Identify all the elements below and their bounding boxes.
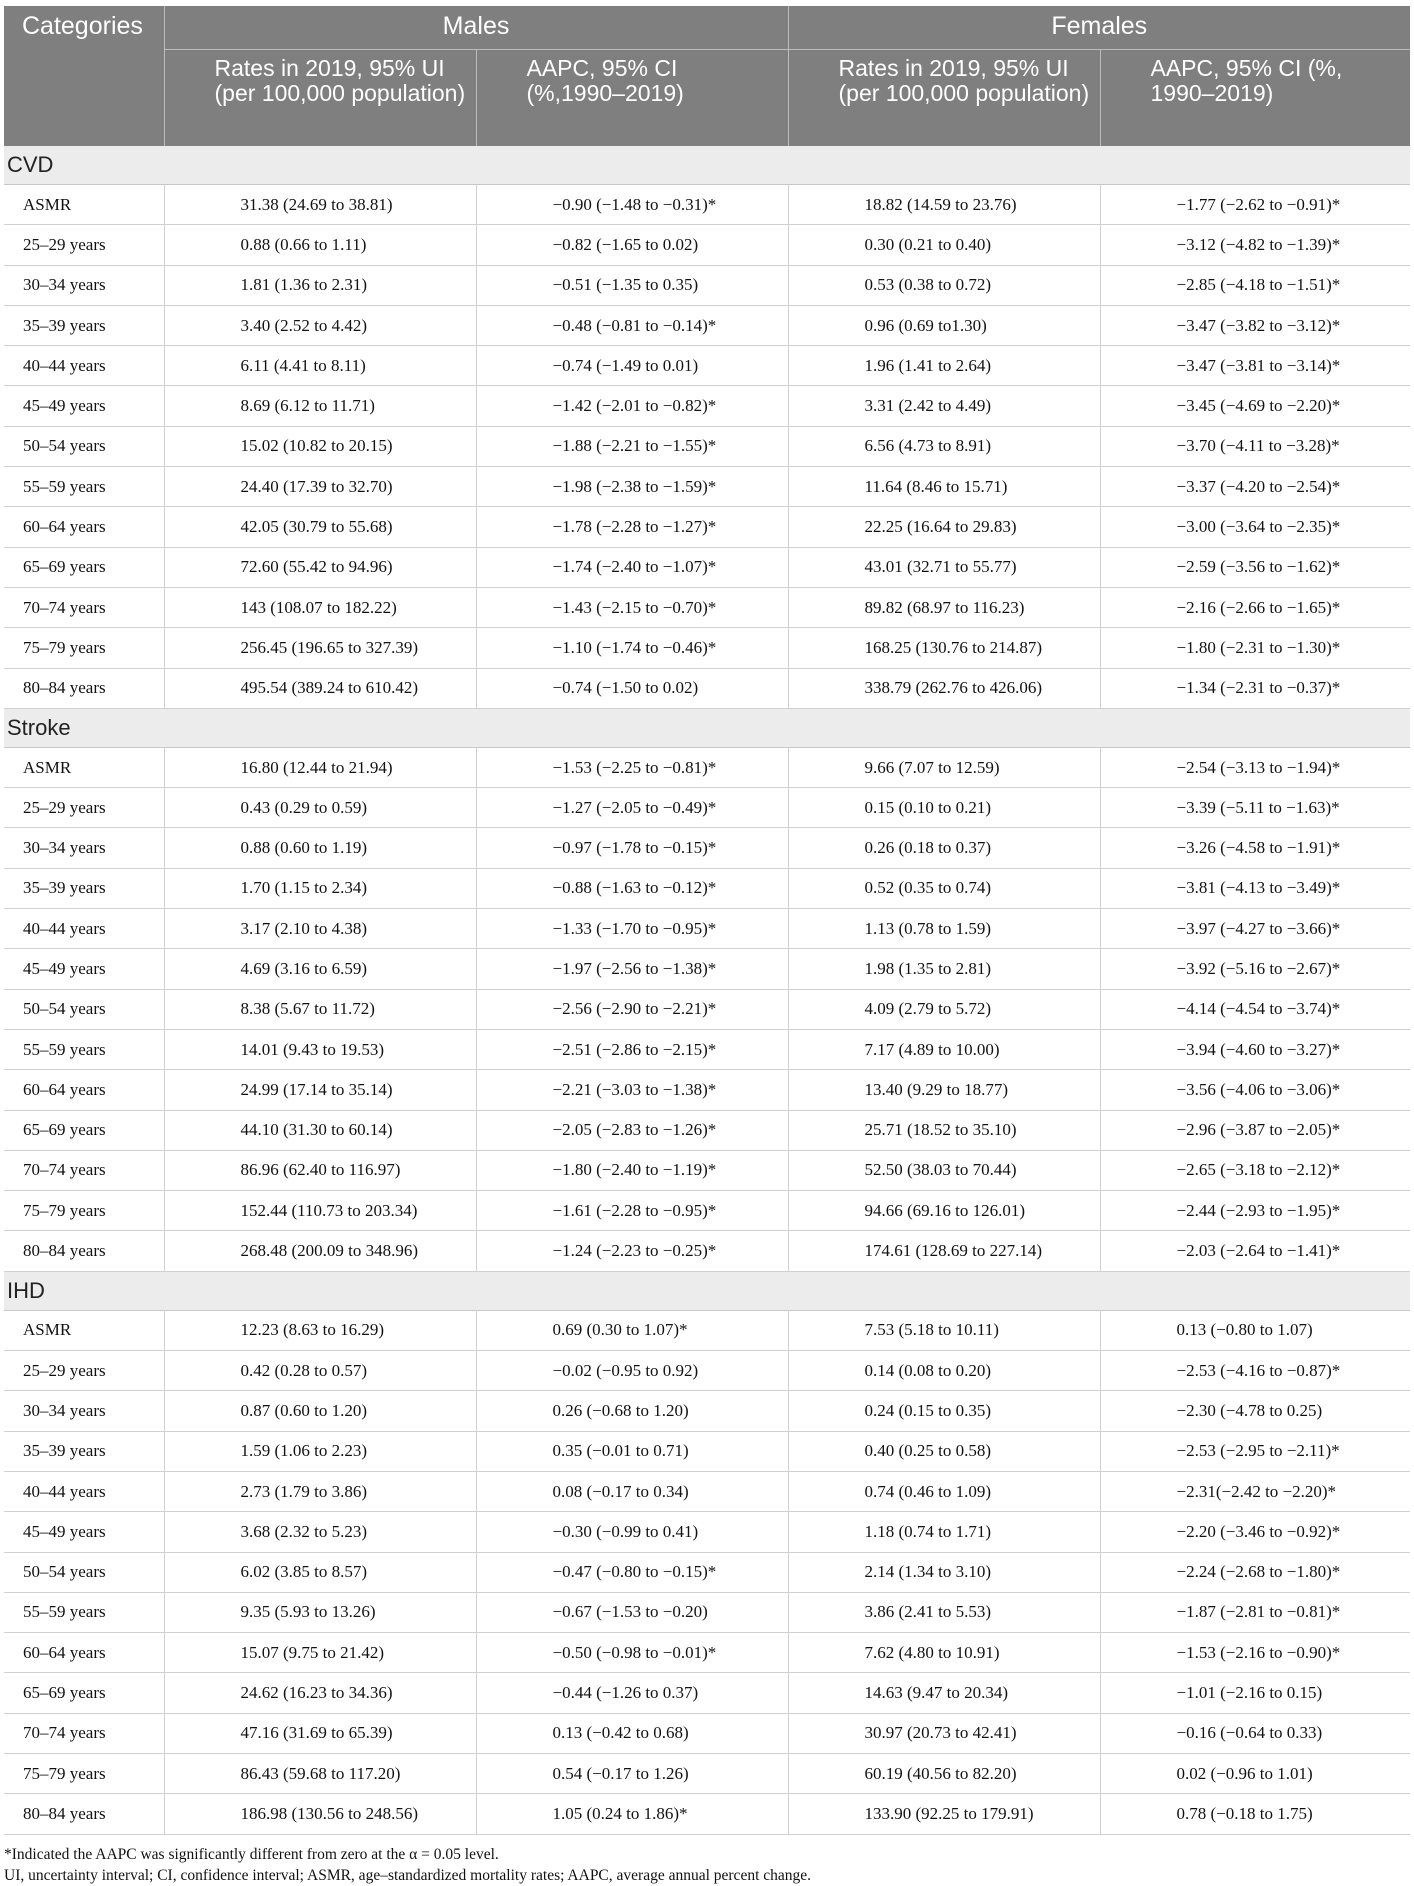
- male-aapc: −0.97 (−1.78 to −0.15)*: [476, 828, 788, 868]
- female-aapc: −2.53 (−4.16 to −0.87)*: [1100, 1351, 1410, 1391]
- male-aapc: −2.05 (−2.83 to −1.26)*: [476, 1110, 788, 1150]
- female-aapc: −2.96 (−3.87 to −2.05)*: [1100, 1110, 1410, 1150]
- row-category: 30–34 years: [4, 1391, 164, 1431]
- male-rate: 152.44 (110.73 to 203.34): [164, 1191, 476, 1231]
- male-rate: 2.73 (1.79 to 3.86): [164, 1471, 476, 1511]
- table-row: [4, 1391, 1410, 1431]
- male-aapc: −2.56 (−2.90 to −2.21)*: [476, 989, 788, 1029]
- table-row: [4, 747, 1410, 787]
- row-category: 80–84 years: [4, 1231, 164, 1271]
- row-category: ASMR: [4, 747, 164, 787]
- male-aapc: −1.74 (−2.40 to −1.07)*: [476, 547, 788, 587]
- male-rate: 24.40 (17.39 to 32.70): [164, 467, 476, 507]
- female-aapc: −3.37 (−4.20 to −2.54)*: [1100, 467, 1410, 507]
- mortality-table: [4, 6, 1410, 1835]
- female-aapc: −2.20 (−3.46 to −0.92)*: [1100, 1512, 1410, 1552]
- row-category: 70–74 years: [4, 587, 164, 627]
- female-rate: 133.90 (92.25 to 179.91): [788, 1794, 1100, 1834]
- female-aapc: −3.47 (−3.82 to −3.12)*: [1100, 305, 1410, 345]
- table-row: [4, 1471, 1410, 1511]
- table-row: [4, 1512, 1410, 1552]
- row-category: 40–44 years: [4, 1471, 164, 1511]
- female-aapc: −2.30 (−4.78 to 0.25): [1100, 1391, 1410, 1431]
- female-rate: 0.96 (0.69 to1.30): [788, 305, 1100, 345]
- female-aapc: −3.97 (−4.27 to −3.66)*: [1100, 909, 1410, 949]
- male-aapc: −0.44 (−1.26 to 0.37): [476, 1673, 788, 1713]
- table-row: [4, 386, 1410, 426]
- row-category: 70–74 years: [4, 1150, 164, 1190]
- female-aapc: −0.16 (−0.64 to 0.33): [1100, 1713, 1410, 1753]
- table-row: [4, 1351, 1410, 1391]
- female-rate: 2.14 (1.34 to 3.10): [788, 1552, 1100, 1592]
- table-row: [4, 1431, 1410, 1471]
- table-row: [4, 305, 1410, 345]
- male-rate: 6.02 (3.85 to 8.57): [164, 1552, 476, 1592]
- female-aapc: −3.94 (−4.60 to −3.27)*: [1100, 1029, 1410, 1069]
- header-males: Males: [164, 6, 788, 50]
- footnote-significance: *Indicated the AAPC was significantly different from zero at the α = 0.05 level.: [4, 1845, 499, 1863]
- female-aapc: −3.00 (−3.64 to −2.35)*: [1100, 507, 1410, 547]
- header-females-rate: Rates in 2019, 95% UI (per 100,000 population): [788, 50, 1100, 147]
- male-rate: 86.43 (59.68 to 117.20): [164, 1753, 476, 1793]
- female-rate: 3.86 (2.41 to 5.53): [788, 1592, 1100, 1632]
- header-categories: Categories: [4, 6, 164, 146]
- female-aapc: −3.70 (−4.11 to −3.28)*: [1100, 426, 1410, 466]
- row-category: 65–69 years: [4, 1673, 164, 1713]
- female-rate: 174.61 (128.69 to 227.14): [788, 1231, 1100, 1271]
- female-rate: 30.97 (20.73 to 42.41): [788, 1713, 1100, 1753]
- male-aapc: −0.88 (−1.63 to −0.12)*: [476, 868, 788, 908]
- female-rate: 0.30 (0.21 to 0.40): [788, 225, 1100, 265]
- male-rate: 24.62 (16.23 to 34.36): [164, 1673, 476, 1713]
- table-row: [4, 1191, 1410, 1231]
- male-rate: 12.23 (8.63 to 16.29): [164, 1310, 476, 1350]
- female-rate: 11.64 (8.46 to 15.71): [788, 467, 1100, 507]
- female-rate: 4.09 (2.79 to 5.72): [788, 989, 1100, 1029]
- female-rate: 0.14 (0.08 to 0.20): [788, 1351, 1100, 1391]
- female-rate: 89.82 (68.97 to 116.23): [788, 587, 1100, 627]
- male-aapc: −1.24 (−2.23 to −0.25)*: [476, 1231, 788, 1271]
- male-aapc: 0.69 (0.30 to 1.07)*: [476, 1310, 788, 1350]
- female-rate: 0.74 (0.46 to 1.09): [788, 1471, 1100, 1511]
- male-rate: 47.16 (31.69 to 65.39): [164, 1713, 476, 1753]
- row-category: 60–64 years: [4, 1070, 164, 1110]
- male-rate: 86.96 (62.40 to 116.97): [164, 1150, 476, 1190]
- female-rate: 14.63 (9.47 to 20.34): [788, 1673, 1100, 1713]
- table-row: [4, 1110, 1410, 1150]
- header-females: Females: [788, 6, 1410, 50]
- table-row: [4, 1753, 1410, 1793]
- male-rate: 72.60 (55.42 to 94.96): [164, 547, 476, 587]
- male-aapc: −1.88 (−2.21 to −1.55)*: [476, 426, 788, 466]
- table-header: [4, 6, 1410, 146]
- male-aapc: −0.74 (−1.49 to 0.01): [476, 346, 788, 386]
- male-aapc: −1.43 (−2.15 to −0.70)*: [476, 587, 788, 627]
- row-category: ASMR: [4, 1310, 164, 1350]
- male-rate: 15.07 (9.75 to 21.42): [164, 1633, 476, 1673]
- male-rate: 0.42 (0.28 to 0.57): [164, 1351, 476, 1391]
- female-rate: 0.26 (0.18 to 0.37): [788, 828, 1100, 868]
- table-row: [4, 346, 1410, 386]
- table-row: [4, 265, 1410, 305]
- female-aapc: 0.13 (−0.80 to 1.07): [1100, 1310, 1410, 1350]
- male-rate: 24.99 (17.14 to 35.14): [164, 1070, 476, 1110]
- row-category: 80–84 years: [4, 1794, 164, 1834]
- male-rate: 0.88 (0.66 to 1.11): [164, 225, 476, 265]
- male-aapc: −0.50 (−0.98 to −0.01)*: [476, 1633, 788, 1673]
- male-rate: 3.17 (2.10 to 4.38): [164, 909, 476, 949]
- male-rate: 143 (108.07 to 182.22): [164, 587, 476, 627]
- male-rate: 3.68 (2.32 to 5.23): [164, 1512, 476, 1552]
- row-category: 30–34 years: [4, 828, 164, 868]
- female-aapc: −3.39 (−5.11 to −1.63)*: [1100, 788, 1410, 828]
- male-aapc: −2.21 (−3.03 to −1.38)*: [476, 1070, 788, 1110]
- male-rate: 0.87 (0.60 to 1.20): [164, 1391, 476, 1431]
- female-rate: 22.25 (16.64 to 29.83): [788, 507, 1100, 547]
- female-aapc: −3.92 (−5.16 to −2.67)*: [1100, 949, 1410, 989]
- male-aapc: 1.05 (0.24 to 1.86)*: [476, 1794, 788, 1834]
- male-aapc: 0.35 (−0.01 to 0.71): [476, 1431, 788, 1471]
- male-rate: 256.45 (196.65 to 327.39): [164, 628, 476, 668]
- female-rate: 60.19 (40.56 to 82.20): [788, 1753, 1100, 1793]
- male-aapc: −0.47 (−0.80 to −0.15)*: [476, 1552, 788, 1592]
- female-rate: 6.56 (4.73 to 8.91): [788, 426, 1100, 466]
- row-category: 40–44 years: [4, 346, 164, 386]
- header-males-rate: Rates in 2019, 95% UI (per 100,000 population): [164, 50, 476, 147]
- female-aapc: −2.65 (−3.18 to −2.12)*: [1100, 1150, 1410, 1190]
- female-rate: 338.79 (262.76 to 426.06): [788, 668, 1100, 708]
- female-aapc: −1.80 (−2.31 to −1.30)*: [1100, 628, 1410, 668]
- female-rate: 1.13 (0.78 to 1.59): [788, 909, 1100, 949]
- table-row: [4, 628, 1410, 668]
- male-rate: 1.70 (1.15 to 2.34): [164, 868, 476, 908]
- male-aapc: −1.53 (−2.25 to −0.81)*: [476, 747, 788, 787]
- female-aapc: −3.81 (−4.13 to −3.49)*: [1100, 868, 1410, 908]
- male-aapc: −1.98 (−2.38 to −1.59)*: [476, 467, 788, 507]
- female-aapc: −3.45 (−4.69 to −2.20)*: [1100, 386, 1410, 426]
- male-aapc: −0.02 (−0.95 to 0.92): [476, 1351, 788, 1391]
- male-rate: 9.35 (5.93 to 13.26): [164, 1592, 476, 1632]
- row-category: 55–59 years: [4, 467, 164, 507]
- male-rate: 4.69 (3.16 to 6.59): [164, 949, 476, 989]
- female-aapc: −2.44 (−2.93 to −1.95)*: [1100, 1191, 1410, 1231]
- row-category: 45–49 years: [4, 386, 164, 426]
- row-category: 35–39 years: [4, 1431, 164, 1471]
- female-rate: 7.53 (5.18 to 10.11): [788, 1310, 1100, 1350]
- male-rate: 0.43 (0.29 to 0.59): [164, 788, 476, 828]
- male-aapc: 0.54 (−0.17 to 1.26): [476, 1753, 788, 1793]
- male-aapc: −0.30 (−0.99 to 0.41): [476, 1512, 788, 1552]
- header-males-aapc: AAPC, 95% CI (%,1990–2019): [476, 50, 788, 147]
- row-category: 80–84 years: [4, 668, 164, 708]
- table-row: [4, 547, 1410, 587]
- female-aapc: 0.02 (−0.96 to 1.01): [1100, 1753, 1410, 1793]
- row-category: 50–54 years: [4, 426, 164, 466]
- footnotes: [4, 1844, 1410, 1886]
- table-container: [4, 6, 1410, 1886]
- male-rate: 16.80 (12.44 to 21.94): [164, 747, 476, 787]
- table-row: [4, 868, 1410, 908]
- row-category: 30–34 years: [4, 265, 164, 305]
- row-category: 40–44 years: [4, 909, 164, 949]
- male-aapc: −2.51 (−2.86 to −2.15)*: [476, 1029, 788, 1069]
- female-aapc: −3.26 (−4.58 to −1.91)*: [1100, 828, 1410, 868]
- male-aapc: −1.33 (−1.70 to −0.95)*: [476, 909, 788, 949]
- female-rate: 7.62 (4.80 to 10.91): [788, 1633, 1100, 1673]
- table-row: [4, 909, 1410, 949]
- male-aapc: −1.61 (−2.28 to −0.95)*: [476, 1191, 788, 1231]
- male-rate: 6.11 (4.41 to 8.11): [164, 346, 476, 386]
- section-title: Stroke: [4, 708, 1410, 747]
- row-category: 25–29 years: [4, 788, 164, 828]
- male-rate: 8.69 (6.12 to 11.71): [164, 386, 476, 426]
- row-category: 45–49 years: [4, 1512, 164, 1552]
- female-rate: 0.40 (0.25 to 0.58): [788, 1431, 1100, 1471]
- row-category: 60–64 years: [4, 507, 164, 547]
- female-rate: 18.82 (14.59 to 23.76): [788, 185, 1100, 225]
- female-rate: 0.52 (0.35 to 0.74): [788, 868, 1100, 908]
- section-title: IHD: [4, 1271, 1410, 1310]
- male-aapc: −0.74 (−1.50 to 0.02): [476, 668, 788, 708]
- male-aapc: 0.08 (−0.17 to 0.34): [476, 1471, 788, 1511]
- female-aapc: 0.78 (−0.18 to 1.75): [1100, 1794, 1410, 1834]
- female-rate: 1.96 (1.41 to 2.64): [788, 346, 1100, 386]
- table-row: [4, 828, 1410, 868]
- table-body: [4, 146, 1410, 1834]
- male-aapc: 0.13 (−0.42 to 0.68): [476, 1713, 788, 1753]
- table-row: [4, 1150, 1410, 1190]
- female-rate: 1.18 (0.74 to 1.71): [788, 1512, 1100, 1552]
- male-aapc: −1.80 (−2.40 to −1.19)*: [476, 1150, 788, 1190]
- female-rate: 0.15 (0.10 to 0.21): [788, 788, 1100, 828]
- row-category: 65–69 years: [4, 1110, 164, 1150]
- female-rate: 52.50 (38.03 to 70.44): [788, 1150, 1100, 1190]
- table-row: [4, 1552, 1410, 1592]
- male-rate: 186.98 (130.56 to 248.56): [164, 1794, 476, 1834]
- section-header: [4, 146, 1410, 185]
- table-row: [4, 1231, 1410, 1271]
- female-aapc: −2.31(−2.42 to −2.20)*: [1100, 1471, 1410, 1511]
- male-rate: 3.40 (2.52 to 4.42): [164, 305, 476, 345]
- male-rate: 0.88 (0.60 to 1.19): [164, 828, 476, 868]
- female-rate: 3.31 (2.42 to 4.49): [788, 386, 1100, 426]
- table-row: [4, 788, 1410, 828]
- male-rate: 1.59 (1.06 to 2.23): [164, 1431, 476, 1471]
- row-category: 25–29 years: [4, 1351, 164, 1391]
- male-aapc: −0.82 (−1.65 to 0.02): [476, 225, 788, 265]
- female-aapc: −4.14 (−4.54 to −3.74)*: [1100, 989, 1410, 1029]
- female-rate: 43.01 (32.71 to 55.77): [788, 547, 1100, 587]
- female-aapc: −1.01 (−2.16 to 0.15): [1100, 1673, 1410, 1713]
- male-aapc: −1.78 (−2.28 to −1.27)*: [476, 507, 788, 547]
- male-rate: 495.54 (389.24 to 610.42): [164, 668, 476, 708]
- table-row: [4, 949, 1410, 989]
- row-category: 75–79 years: [4, 628, 164, 668]
- male-rate: 1.81 (1.36 to 2.31): [164, 265, 476, 305]
- row-category: ASMR: [4, 185, 164, 225]
- female-aapc: −2.16 (−2.66 to −1.65)*: [1100, 587, 1410, 627]
- row-category: 70–74 years: [4, 1713, 164, 1753]
- table-row: [4, 1633, 1410, 1673]
- female-aapc: −3.47 (−3.81 to −3.14)*: [1100, 346, 1410, 386]
- male-rate: 31.38 (24.69 to 38.81): [164, 185, 476, 225]
- male-rate: 44.10 (31.30 to 60.14): [164, 1110, 476, 1150]
- table-row: [4, 1673, 1410, 1713]
- table-row: [4, 1592, 1410, 1632]
- table-row: [4, 1713, 1410, 1753]
- section-title: CVD: [4, 146, 1410, 185]
- male-rate: 268.48 (200.09 to 348.96): [164, 1231, 476, 1271]
- section-header: [4, 708, 1410, 747]
- row-category: 60–64 years: [4, 1633, 164, 1673]
- male-rate: 42.05 (30.79 to 55.68): [164, 507, 476, 547]
- female-rate: 9.66 (7.07 to 12.59): [788, 747, 1100, 787]
- row-category: 50–54 years: [4, 1552, 164, 1592]
- male-aapc: −1.42 (−2.01 to −0.82)*: [476, 386, 788, 426]
- table-row: [4, 1070, 1410, 1110]
- section-header: [4, 1271, 1410, 1310]
- female-aapc: −2.03 (−2.64 to −1.41)*: [1100, 1231, 1410, 1271]
- row-category: 25–29 years: [4, 225, 164, 265]
- row-category: 35–39 years: [4, 868, 164, 908]
- female-aapc: −2.53 (−2.95 to −2.11)*: [1100, 1431, 1410, 1471]
- male-aapc: −0.67 (−1.53 to −0.20): [476, 1592, 788, 1632]
- row-category: 45–49 years: [4, 949, 164, 989]
- female-aapc: −1.87 (−2.81 to −0.81)*: [1100, 1592, 1410, 1632]
- female-aapc: −1.77 (−2.62 to −0.91)*: [1100, 185, 1410, 225]
- table-row: [4, 1794, 1410, 1834]
- table-row: [4, 225, 1410, 265]
- female-aapc: −1.34 (−2.31 to −0.37)*: [1100, 668, 1410, 708]
- female-rate: 1.98 (1.35 to 2.81): [788, 949, 1100, 989]
- female-aapc: −2.85 (−4.18 to −1.51)*: [1100, 265, 1410, 305]
- table-row: [4, 426, 1410, 466]
- table-row: [4, 1310, 1410, 1350]
- row-category: 35–39 years: [4, 305, 164, 345]
- female-aapc: −2.59 (−3.56 to −1.62)*: [1100, 547, 1410, 587]
- female-aapc: −3.12 (−4.82 to −1.39)*: [1100, 225, 1410, 265]
- header-females-aapc: AAPC, 95% CI (%, 1990–2019): [1100, 50, 1410, 147]
- row-category: 65–69 years: [4, 547, 164, 587]
- table-row: [4, 1029, 1410, 1069]
- male-rate: 15.02 (10.82 to 20.15): [164, 426, 476, 466]
- female-rate: 13.40 (9.29 to 18.77): [788, 1070, 1100, 1110]
- female-rate: 7.17 (4.89 to 10.00): [788, 1029, 1100, 1069]
- male-aapc: −0.48 (−0.81 to −0.14)*: [476, 305, 788, 345]
- male-aapc: −1.27 (−2.05 to −0.49)*: [476, 788, 788, 828]
- row-category: 75–79 years: [4, 1191, 164, 1231]
- female-rate: 0.24 (0.15 to 0.35): [788, 1391, 1100, 1431]
- table-row: [4, 507, 1410, 547]
- footnote-abbreviations: UI, uncertainty interval; CI, confidence interval; ASMR, age–standardized mortality rates; AAPC, average annual percent change.: [4, 1866, 812, 1884]
- table-row: [4, 989, 1410, 1029]
- female-rate: 0.53 (0.38 to 0.72): [788, 265, 1100, 305]
- female-aapc: −3.56 (−4.06 to −3.06)*: [1100, 1070, 1410, 1110]
- female-aapc: −2.54 (−3.13 to −1.94)*: [1100, 747, 1410, 787]
- female-rate: 94.66 (69.16 to 126.01): [788, 1191, 1100, 1231]
- female-aapc: −2.24 (−2.68 to −1.80)*: [1100, 1552, 1410, 1592]
- row-category: 55–59 years: [4, 1592, 164, 1632]
- male-aapc: −0.90 (−1.48 to −0.31)*: [476, 185, 788, 225]
- male-aapc: −1.10 (−1.74 to −0.46)*: [476, 628, 788, 668]
- male-aapc: 0.26 (−0.68 to 1.20): [476, 1391, 788, 1431]
- table-row: [4, 467, 1410, 507]
- male-aapc: −1.97 (−2.56 to −1.38)*: [476, 949, 788, 989]
- row-category: 55–59 years: [4, 1029, 164, 1069]
- row-category: 50–54 years: [4, 989, 164, 1029]
- table-row: [4, 587, 1410, 627]
- female-aapc: −1.53 (−2.16 to −0.90)*: [1100, 1633, 1410, 1673]
- male-rate: 14.01 (9.43 to 19.53): [164, 1029, 476, 1069]
- male-rate: 8.38 (5.67 to 11.72): [164, 989, 476, 1029]
- table-row: [4, 668, 1410, 708]
- female-rate: 25.71 (18.52 to 35.10): [788, 1110, 1100, 1150]
- female-rate: 168.25 (130.76 to 214.87): [788, 628, 1100, 668]
- row-category: 75–79 years: [4, 1753, 164, 1793]
- male-aapc: −0.51 (−1.35 to 0.35): [476, 265, 788, 305]
- table-row: [4, 185, 1410, 225]
